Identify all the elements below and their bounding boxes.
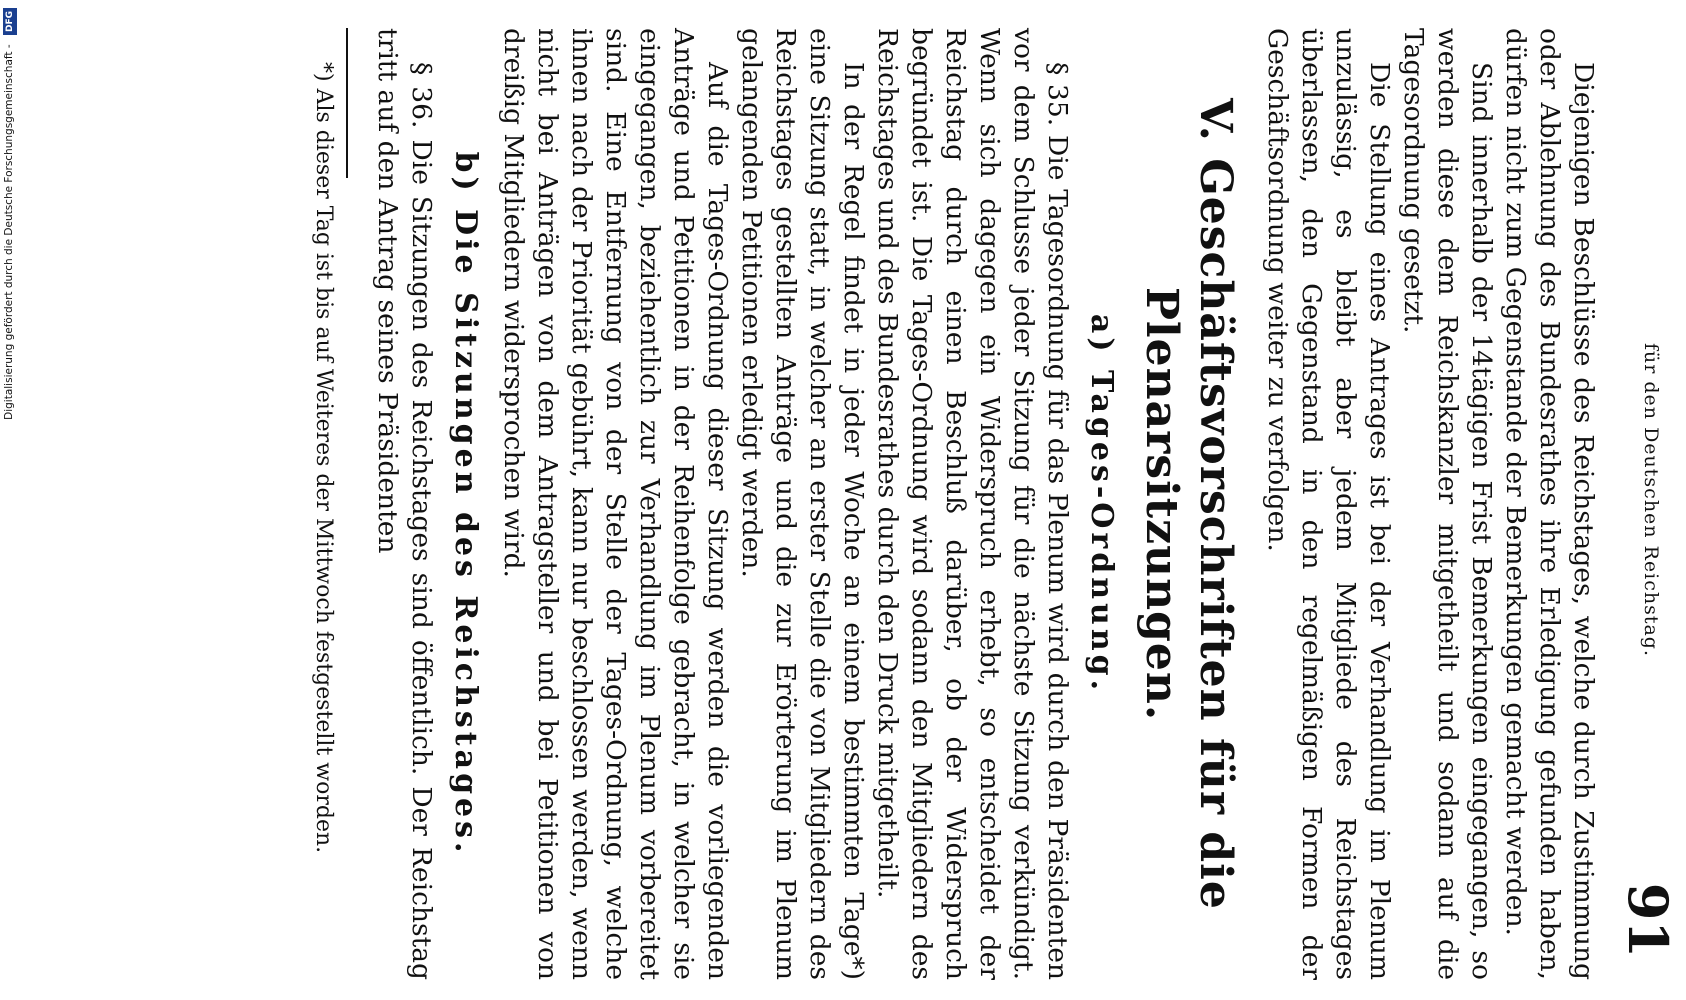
footnote: *) Als dieser Tag ist bis auf Weiteres der Mittwoch festgestellt worden. bbox=[311, 62, 336, 854]
section-title: V. Geschäftsvorschriften für die Plenarsitzungen. bbox=[1136, 98, 1241, 910]
footnote-divider bbox=[346, 28, 348, 178]
digitization-credit bbox=[2, 0, 16, 1000]
subsection-heading-a: a) Tages-Ordnung. bbox=[1084, 313, 1119, 695]
paragraph: Diejenigen Beschlüsse des Reichstages, welche durch Zustimmung oder Ablehnung des Bundesrathes ihre Erledigung gefunden haben, dürfen nicht zum Gegenstande der Bemerkungen gemacht werden. bbox=[1500, 28, 1599, 980]
paragraph: Sind innerhalb der 14tägigen Frist Bemerkungen eingegangen, so werden diese dem Reichskanzler mitgetheilt und sodann auf die Tagesordnung gesetzt. bbox=[1398, 28, 1497, 980]
paragraph: In der Regel findet in jeder Woche an einem bestimmten Tage*) eine Sitzung statt, in welcher an erster Stelle die von Mitgliedern des Reichstages gestellten Anträge und die zur Erörterung im Plenum gelangenden Petitionen erledigt werden. bbox=[736, 28, 869, 980]
page-body bbox=[308, 28, 1600, 980]
credit-text: Digitalisierung gefördert durch die Deutsche Forschungsgemeinschaft - bbox=[3, 44, 15, 420]
paragraph: Auf die Tages-Ordnung dieser Sitzung werden die vorliegenden Anträge und Petitionen in der Reihenfolge gebracht, in welcher sie eingegangen, beziehentlich zur Verhandlung im Plenum vorbereitet sind. Eine Entfernung von der Stelle der Tages-Ordnung, welche ihnen nach der Priorität gebührt, kann nur beschlossen werden, wenn nicht bei Anträgen von dem Antragsteller und bei Petitionen von dreißig Mitgliedern widersprochen wird. bbox=[498, 28, 733, 980]
dfg-logo: DFG bbox=[3, 8, 17, 35]
paragraph: § 36. Die Sitzungen des Reichstages sind öffentlich. Der Reichstag tritt auf den Antrag seines Präsidenten bbox=[372, 28, 437, 980]
subsection-heading-b: b) Die Sitzungen des Reichstages. bbox=[448, 151, 483, 857]
page-number: 91 bbox=[1616, 882, 1680, 958]
running-head: für den Deutschen Reichstag. bbox=[1640, 343, 1662, 657]
paragraph: Die Stellung eines Antrages ist bei der Verhandlung im Plenum unzulässig, es bleibt aber jedem Mitgliede des Reichstages überlassen, den Gegenstand in den regelmäßigen Formen der Geschäftsordnung weiter zu verfolgen. bbox=[1262, 28, 1395, 980]
paragraph: § 35. Die Tagesordnung für das Plenum wird durch den Präsidenten vor dem Schlusse jeder Sitzung für die nächste Sitzung verkündigt. Wenn sich dagegen ein Widerspruch erhebt, so entscheidet der Reichstag durch einen Beschluß darüber, ob der Widerspruch begründet ist. Die Tages-Ordnung wird sodann den Mitgliedern des Reichstages und des Bundesrathes durch den Druck mitgetheilt. bbox=[872, 28, 1073, 980]
